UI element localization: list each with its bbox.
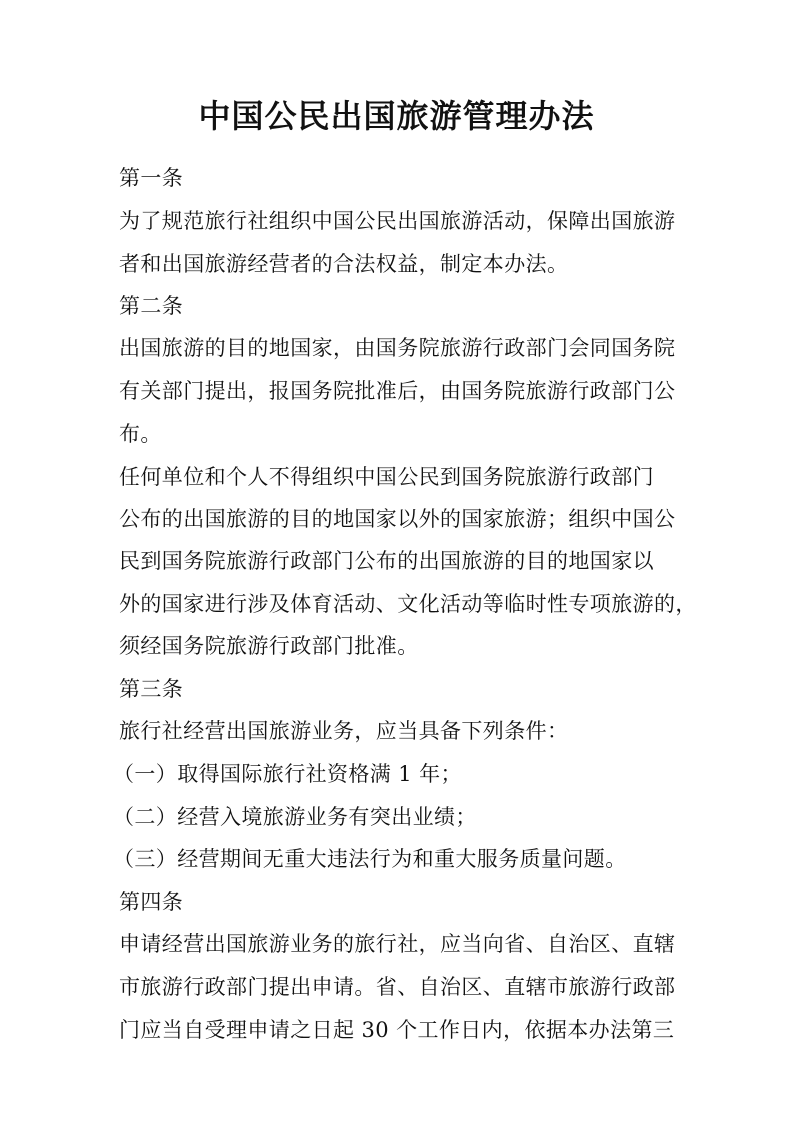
- paragraph-line: 有关部门提出，报国务院批准后，由国务院旅游行政部门公: [119, 379, 676, 403]
- paragraph-line: 出国旅游的目的地国家，由国务院旅游行政部门会同国务院: [119, 336, 676, 360]
- paragraph-line: 须经国务院旅游行政部门批准。: [119, 634, 419, 658]
- article-heading: 第一条: [119, 166, 184, 190]
- paragraph-line: 外的国家进行涉及体育活动、文化活动等临时性专项旅游的，: [119, 592, 697, 616]
- list-item: （二）经营入境旅游业务有突出业绩；: [113, 805, 477, 829]
- list-item: （三）经营期间无重大违法行为和重大服务质量问题。: [113, 847, 627, 871]
- document-title: 中国公民出国旅游管理办法: [198, 97, 595, 135]
- paragraph-line: 市旅游行政部门提出申请。省、自治区、直辖市旅游行政部: [119, 975, 676, 999]
- paragraph-line: 公布的出国旅游的目的地国家以外的国家旅游；组织中国公: [119, 507, 676, 531]
- paragraph-line: 任何单位和个人不得组织中国公民到国务院旅游行政部门: [119, 465, 654, 489]
- article-heading: 第四条: [119, 890, 184, 914]
- paragraph-line: 门应当自受理申请之日起 30 个工作日内，依据本办法第三: [119, 1018, 675, 1042]
- paragraph-line: 旅行社经营出国旅游业务，应当具备下列条件：: [119, 719, 569, 743]
- list-item: （一）取得国际旅行社资格满 1 年；: [113, 762, 462, 786]
- paragraph-line: 者和出国旅游经营者的合法权益，制定本办法。: [119, 252, 569, 276]
- paragraph-line: 申请经营出国旅游业务的旅行社，应当向省、自治区、直辖: [119, 932, 676, 956]
- article-heading: 第三条: [119, 677, 184, 701]
- paragraph-line: 民到国务院旅游行政部门公布的出国旅游的目的地国家以: [119, 549, 654, 573]
- article-heading: 第二条: [119, 294, 184, 318]
- paragraph-line: 布。: [119, 422, 162, 446]
- paragraph-line: 为了规范旅行社组织中国公民出国旅游活动，保障出国旅游: [119, 209, 676, 233]
